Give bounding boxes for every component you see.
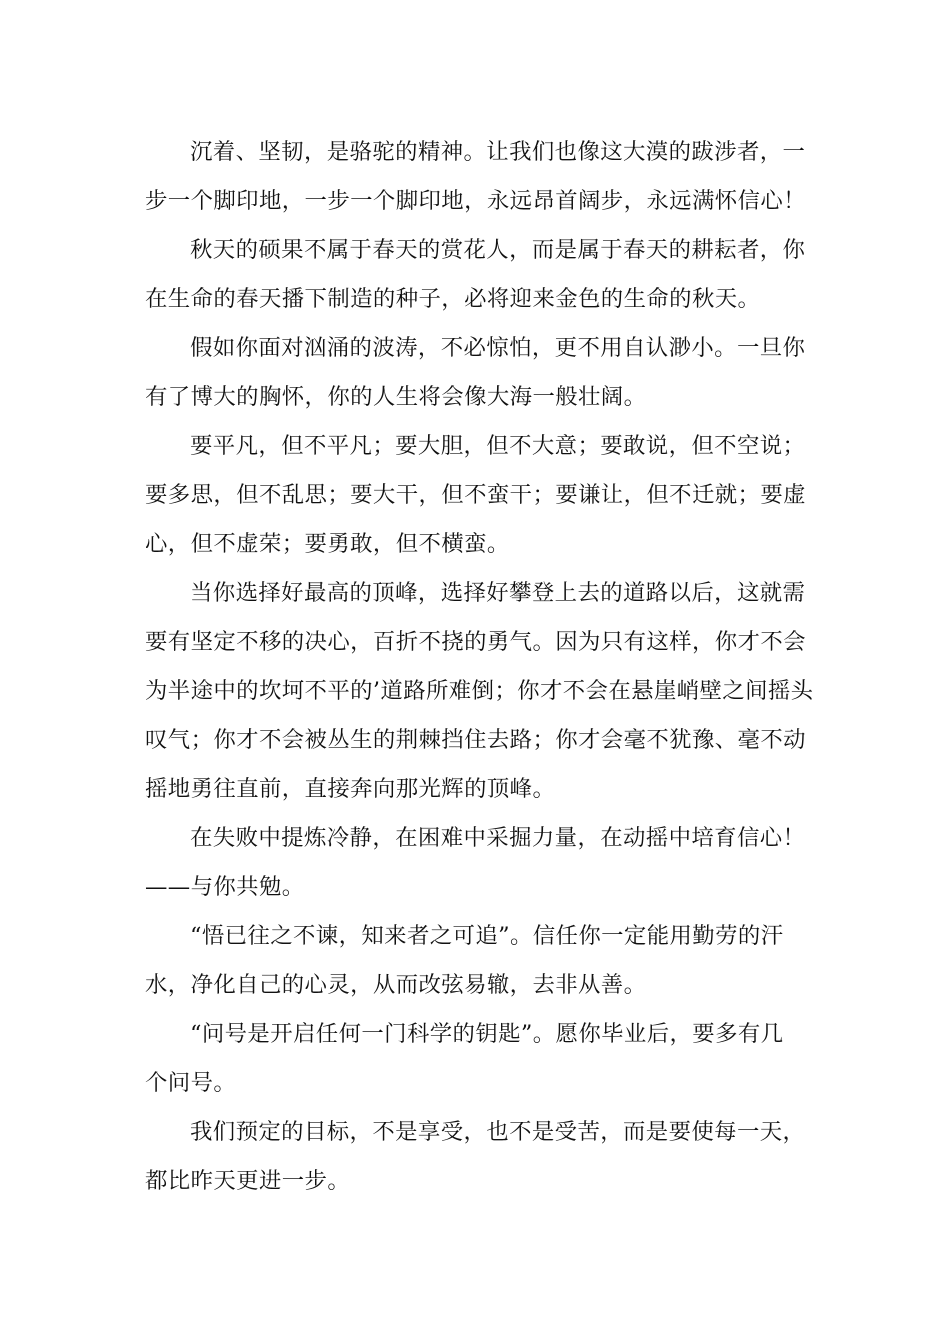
paragraph-8 xyxy=(145,1010,810,1108)
paragraph-line: 个问号。 xyxy=(145,1070,237,1096)
paragraph-5 xyxy=(145,569,814,814)
paragraph-line: ——与你共勉。 xyxy=(145,874,305,900)
paragraph-line: 有了博大的胸怀，你的人生将会像大海一般壮阔。 xyxy=(145,384,647,410)
paragraph-1 xyxy=(145,128,810,226)
paragraph-line: 叹气；你才不会被丛生的荆棘挡住去路；你才会毫不犹豫、毫不动 xyxy=(145,727,806,753)
paragraph-line: 当你选择好最高的顶峰，选择好攀登上去的道路以后，这就需 xyxy=(190,580,806,606)
paragraph-line: 要多思，但不乱思；要大干，但不蛮干；要谦让，但不迁就；要虚 xyxy=(145,482,806,508)
paragraph-line: “悟已往之不谏，知来者之可追”。信任你一定能用勤劳的汗 xyxy=(190,923,784,949)
paragraph-2 xyxy=(145,226,810,324)
paragraph-line: 秋天的硕果不属于春天的赏花人，而是属于春天的耕耘者，你 xyxy=(190,237,806,263)
paragraph-4 xyxy=(145,422,810,569)
paragraph-line: 沉着、坚韧，是骆驼的精神。让我们也像这大漠的跋涉者，一 xyxy=(190,139,806,165)
paragraph-line: 要有坚定不移的决心，百折不挠的勇气。因为只有这样，你才不会 xyxy=(145,629,806,655)
paragraph-line: 水，净化自己的心灵，从而改弦易辙，去非从善。 xyxy=(145,972,647,998)
paragraph-line: 步一个脚印地，一步一个脚印地，永远昂首阔步，永远满怀信心！ xyxy=(145,188,806,214)
paragraph-line: 都比昨天更进一步。 xyxy=(145,1168,351,1194)
document-body xyxy=(145,128,814,1206)
paragraph-line: 在失败中提炼冷静，在困难中采掘力量，在动摇中培育信心！ xyxy=(190,825,806,851)
paragraph-line: 要平凡，但不平凡；要大胆，但不大意；要敢说，但不空说； xyxy=(190,433,806,459)
paragraph-9 xyxy=(145,1108,810,1206)
paragraph-line: 假如你面对汹涌的波涛，不必惊怕，更不用自认渺小。一旦你 xyxy=(190,335,806,361)
paragraph-line: “问号是开启任何一门科学的钥匙”。愿你毕业后，要多有几 xyxy=(190,1021,784,1047)
paragraph-line: 心，但不虚荣；要勇敢，但不横蛮。 xyxy=(145,531,510,557)
paragraph-6 xyxy=(145,814,810,912)
paragraph-line: 我们预定的目标，不是享受，也不是受苦，而是要使每一天， xyxy=(190,1119,806,1145)
paragraph-line: 为半途中的坎坷不平的’道路所难倒；你才不会在悬崖峭壁之间摇头 xyxy=(145,678,814,704)
paragraph-7 xyxy=(145,912,810,1010)
paragraph-line: 在生命的春天播下制造的种子，必将迎来金色的生命的秋天。 xyxy=(145,286,761,312)
paragraph-3 xyxy=(145,324,810,422)
paragraph-line: 摇地勇往直前，直接奔向那光辉的顶峰。 xyxy=(145,776,556,802)
